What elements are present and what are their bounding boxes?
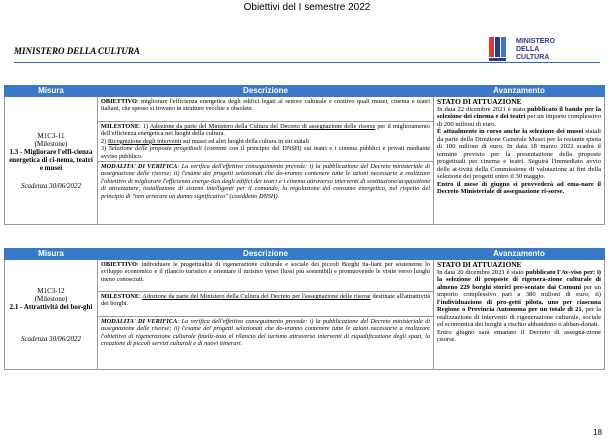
misura-deadline: Scadenza 30/06/2022 [20,181,82,190]
verifica-label: MODALITA' DI VERIFICA [101,318,178,325]
stato-text-bold: pubblicato il bando per la selezione dei cinema e dei teatri [437,105,601,120]
obiettivo-cell [98,260,434,292]
verifica-label: MODALITA' DI VERIFICA [101,163,178,171]
milestone-cell: MILESTONE: 1) Adozione da parte del Ministero della Cultura del Decreto di assegnazione delle risorse per il miglioramento dell'efficienza energetica nei luoghi della cultura. 2) Ricognizione degli interventi sui musei ed altri luoghi della cultura in siti statali 3) Selezione delle proposte progettuali (coerenti con il principio del DNSH) sui teatri e i cinema pubblici e privati mediante avviso pubblico. [98,122,434,162]
misura-type: (Milestone) [34,294,68,303]
obiettivo-text: migliorare l'efficienza energetica degli edifici legati al settore culturale e creativo quali musei, cinema e teatri italiani, che spesso si trovano in strutture vecchie e obsolete. [101,98,431,113]
stato-text: per un importo complessivo pari a 380 milioni di euro; ii) [437,283,601,298]
stato-text: per un importo complessivo di 200 milioni di euro. [437,113,602,128]
milestone-text: destinate all'attrattività dei borghi. [101,293,431,308]
table-header-row [5,249,605,260]
misura-deadline: Scadenza 30/06/2022 [20,334,82,343]
verifica-text: : La verifica dell'effettivo conseguimento prevede: i) la pubblicazione del Decreto ministeriale di assegnazione delle risorse; ii) l'esame dei progetti selezionati che do-vranno contenere tutte le azioni necessarie a realizzare l'obiettivo di rigenerazione culturale finaliz-zato al rilancio del turismo attraverso interventi di riqualificazione degli spazi, la creazione di piccoli servizi culturali e di nuovi itinerari. [101,318,431,348]
misura-type: (Milestone) [34,139,68,148]
milestone-item: Adozione da parte del Ministero della Cultura del Decreto di assegnazione delle risorse [149,123,376,130]
table-row [5,97,605,122]
measure-table-1 [4,85,605,225]
milestone-num: 1) [142,123,149,130]
page-title: Obiettivi del I semestre 2022 [243,2,371,13]
milestone-cell: MILESTONE: Adozione da parte del Ministero della Cultura del Decreto per l'assegnazione delle risorse destinate all'attrattività dei borghi. [98,292,434,317]
milestone-num: 2) [101,137,107,145]
table-header-row [5,86,605,97]
stato-text-bold: pubblicato l'Av-viso per: i) la selezione di proposte di rigenera-zione culturale di almeno 229 borghi storici pre-sentate dai Comuni [437,268,601,291]
col-header-misura: Misura [5,86,98,97]
ministry-name: MINISTERO DELLA CULTURA [14,46,140,56]
verifica-cell [98,162,434,225]
misura-cell [5,260,98,370]
milestone-item: Adozione da parte del Ministero della Cultura del Decreto per l'assegnazione delle risorse [142,293,371,300]
stato-text-bold: l'individuazione di pro-getti pilota, uno per ciascuna Regione o Provincia Autonoma per un totale di 21 [437,298,601,313]
misura-name: 2.1 - Attrattività dei bor-ghi [9,302,93,311]
misura-cell [5,97,98,225]
misura-name: 1.3 - Migliorare l'effi-cienza energetica di ci-nema, teatri e musei [9,147,93,172]
obiettivo-cell: OBIETTIVO: migliorare l'efficienza energetica degli edifici legati al settore culturale e creativo quali musei, cinema e teatri italiani, che spesso si trovano in strutture vecchie e obsolete. [98,97,434,122]
misura-id: M1C3-12 [37,286,65,295]
misura-id: M1C3-11 [37,131,65,140]
stato-label: STATO DI ATTUAZIONE [437,260,522,269]
header-rule [14,62,600,63]
avanzamento-cell [434,260,605,370]
obiettivo-label: OBIETTIVO [101,261,137,268]
milestone-item: Selezione delle proposte progettuali [108,145,202,153]
milestone-item: Ricognizione degli interventi [107,137,182,145]
page-number: 18 [593,428,602,437]
stato-text: In data 20 dicembre 2021 è stato [437,268,526,276]
stato-text: statali da parte della Direzione Generale Musei per la restante quota di 100 milioni di euro. In data 18 marzo 2022 scadrà il termine previsto per la presentazione della proposte progettuali per cinema e teatri. Seguirà l'immediato avvio delle at-tività della Commissione di valutazione ai fini della selezione dei progetti entro il 30 maggio. [437,128,601,180]
verifica-text: : La verifica dell'effettivo conseguimento prevede: i) la pubblicazione del Decreto ministeriale di assegnazione delle risorse; ii) l'esame dei progetti selezionati che do-vranno contenere tutte le azioni necessarie a realizzare l'obiettivo di migliorare l'efficienza energe-tica degli edifici dei teatri e i cinema attraverso interventi di sostituzione/acquisizione di attrezzature, installazione di sistemi intelligenti per il comando, la regolazione del consumo energetico, nel rispetto del principio di "non arrecare un danno significativo" (cosiddetto DNSH). [101,163,431,200]
verifica-cell [98,317,434,370]
col-header-avanzamento: Avanzamento [434,249,605,260]
milestone-num: 3) [101,145,107,153]
ministry-logo-text: MINISTERO DELLA CULTURA [516,38,555,61]
col-header-misura: Misura [5,249,98,260]
col-header-descrizione: Descrizione [98,86,434,97]
col-header-descrizione: Descrizione [98,249,434,260]
avanzamento-cell [434,97,605,225]
stato-text: In data 22 dicembre 2021 è stato [437,105,528,113]
milestone-label: MILESTONE [101,123,140,130]
milestone-label: MILESTONE [101,293,140,300]
table-row [5,260,605,292]
milestone-text: (coerenti con il principio del DNSH) sui teatri e i cinema pubblici e privati mediante avviso pubblico. [101,145,431,160]
obiettivo-label: OBIETTIVO [101,98,137,105]
milestone-text: sui musei ed altri luoghi della cultura in siti statali [182,137,309,145]
stato-label: STATO DI ATTUAZIONE [437,97,522,106]
milestone-text: per il miglioramento dell'efficienza energetica nei luoghi della cultura. [101,123,431,138]
stato-text: , per la realizzazione di interventi di rigenerazione culturale, sociale ed economica dei borghi a rischio abbandono o abban-donati. [437,306,602,328]
stato-text-bold: È attualmente in corso anche la selezione dei musei [437,128,584,135]
stato-text-bold: Entro il mese di giugno si provvederà ad ema-nare il Decreto Ministeriale di assegnazione ri-sorse. [437,180,601,195]
obiettivo-text: : individuare le progettualità di rigenerazione culturale e sociale dei piccoli Borghi ita-liani per sostenerne lo sviluppo economico e il rilancio turistico e orientare il turismo verso flussi più sostenibili e promuovendo le visite verso luoghi meno conosciuti. [101,261,430,283]
ministry-logo [488,36,568,64]
measure-table-2 [4,248,605,370]
stato-text: Entro giugno sarà emanato il Decreto di assegna-zione risorse. [437,328,601,343]
ministry-logo-icon [488,36,512,62]
col-header-avanzamento: Avanzamento [434,86,605,97]
